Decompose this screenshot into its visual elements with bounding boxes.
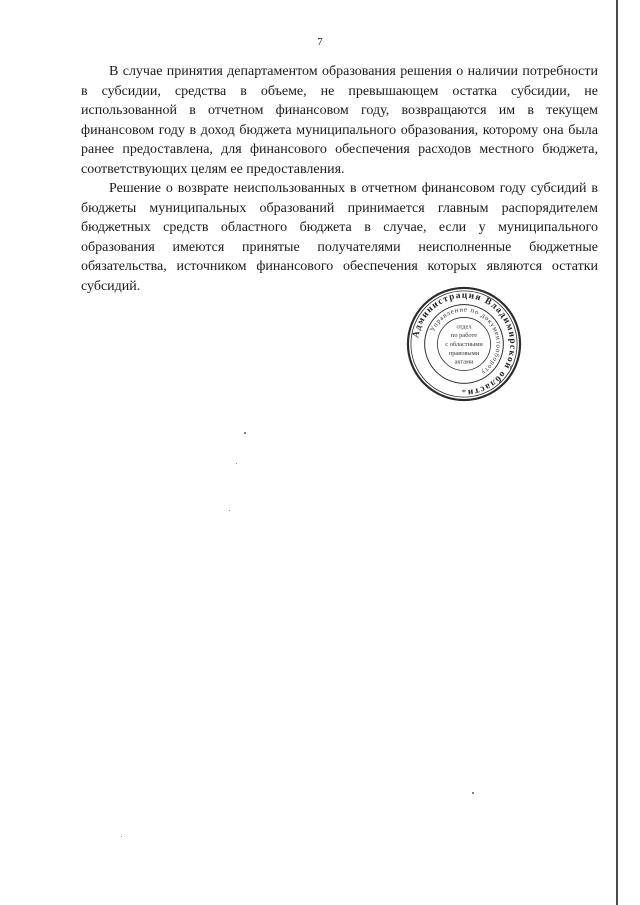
scan-speck — [121, 836, 122, 837]
scan-speck — [236, 463, 237, 464]
stamp-seal-icon — [405, 285, 523, 403]
stamp-center-line-2: по работе — [450, 332, 478, 340]
document-body — [81, 62, 598, 296]
stamp-center-line-3: с областными — [445, 340, 483, 348]
stamp-center-line-4: правовыми — [448, 349, 480, 357]
scan-edge-line — [616, 0, 618, 905]
scan-speck — [472, 792, 474, 794]
stamp-center-line-5: актами — [454, 358, 474, 366]
scan-speck — [244, 432, 246, 434]
stamp-star-icon: * — [461, 387, 467, 398]
stamp-center-line-1: отдел — [456, 323, 472, 331]
stamp-outer-text: Администрация Владимирской области — [411, 290, 518, 398]
stamp-inner-text: Управление по документообороту — [429, 306, 502, 377]
scan-speck — [229, 510, 230, 511]
official-stamp — [405, 285, 523, 403]
page-number: 7 — [317, 36, 323, 48]
paragraph-1: В случае принятия департаментом образования решения о наличии потребности в субсидии, средства в объеме, не превышающем остатка субсидии, не использованной в отчетном финансовом году, возвращаются им в текущем финансовом году в доход бюджета муниципального образования, которому она была ранее предоставлена, для финансового обеспечения расходов местного бюджета, соответствующих целям ее предоставления. — [81, 64, 598, 177]
paragraph-2: Решение о возврате неиспользованных в отчетном финансовом году субсидий в бюджеты муниципальных образований принимается главным распорядителем бюджетных средств областного бюджета в случае, если у муниципального образования имеются принятые получателями неисполненные бюджетные обязательства, источником финансового обеспечения которых являются остатки субсидий. — [81, 181, 598, 294]
